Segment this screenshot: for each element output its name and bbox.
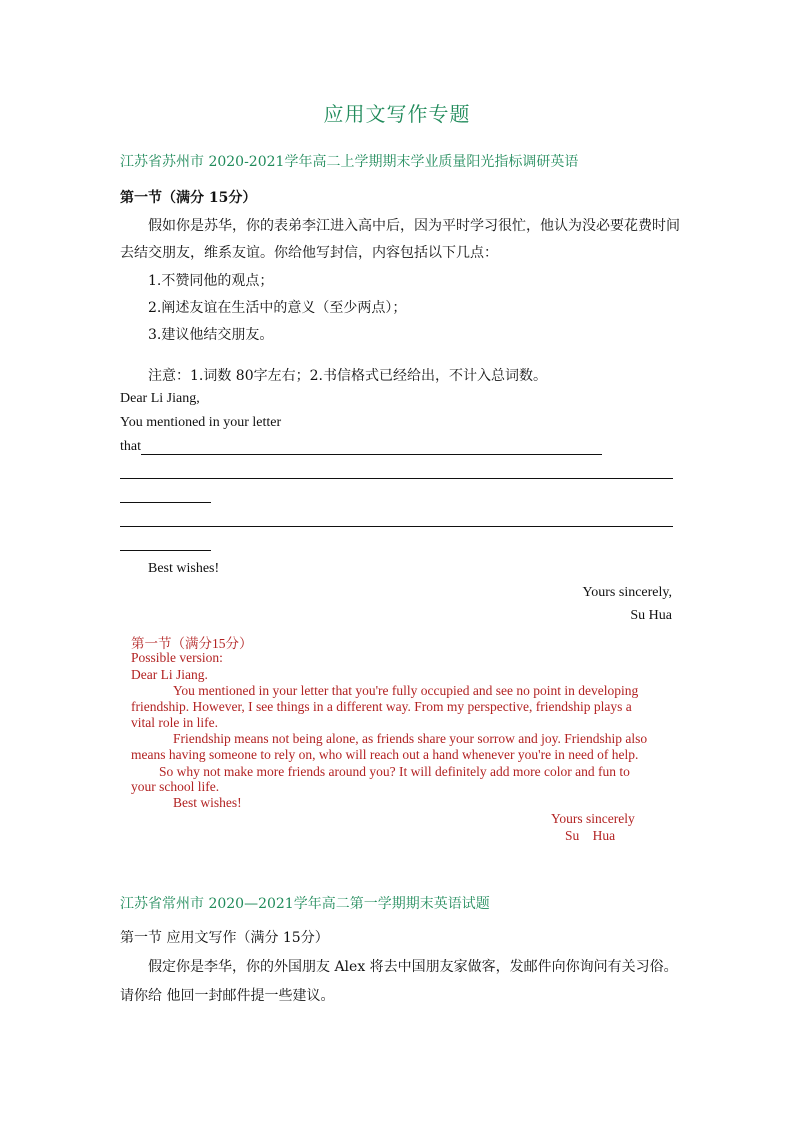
- letter-signoff: Yours sincerely,: [582, 585, 672, 600]
- task1-source: 江苏省苏州市 2020-2021学年高二上学期期末学业质量阳光指标调研英语: [120, 154, 579, 170]
- writing-line: [120, 526, 673, 527]
- task1-note: 注意：1.词数 80字左右；2.书信格式已经给出，不计入总词数。: [148, 368, 547, 384]
- task1-point-1: 1.不赞同他的观点；: [148, 273, 274, 289]
- answer-line: vital role in life.: [131, 715, 218, 730]
- answer-section-heading: 第一节（满分15分）: [131, 636, 253, 651]
- task2-prompt-line2: 请你给 他回一封邮件提一些建议。: [120, 988, 335, 1004]
- answer-line: Friendship means not being alone, as friends share your sorrow and joy. Friendship also: [173, 731, 648, 746]
- writing-line: [141, 454, 602, 455]
- writing-line: [120, 550, 211, 551]
- answer-line: your school life.: [131, 779, 220, 794]
- task1-point-2: 2.阐述友谊在生活中的意义（至少两点）；: [148, 300, 407, 316]
- answer-line: You mentioned in your letter that you're fully occupied and see no point in developing: [173, 683, 639, 698]
- answer-line: means having someone to rely on, who will reach out a hand whenever you're in need of help.: [131, 747, 639, 762]
- page-title: 应用文写作专题: [323, 102, 471, 126]
- answer-line: So why not make more friends around you? It will definitely add more color and fun to: [159, 764, 630, 779]
- answer-line: friendship. However, I see things in a different way. From my perspective, friendship plays a: [131, 699, 632, 714]
- letter-that: that: [120, 439, 141, 454]
- answer-closing: Best wishes!: [173, 795, 242, 810]
- letter-opening: You mentioned in your letter: [120, 415, 282, 430]
- task1-prompt-line2: 去结交朋友，维系友谊。你给他写封信，内容包括以下几点：: [120, 245, 498, 261]
- task1-prompt-line1: 假如你是苏华，你的表弟李江进入高中后，因为平时学习很忙，他认为没必要花费时间: [148, 218, 680, 234]
- writing-line: [120, 478, 673, 479]
- task1-point-3: 3.建议他结交朋友。: [148, 327, 274, 343]
- answer-signature: Su Hua: [565, 828, 616, 843]
- answer-signoff: Yours sincerely: [551, 811, 635, 826]
- writing-line: [120, 502, 211, 503]
- task2-source: 江苏省常州市 2020—2021学年高二第一学期期末英语试题: [120, 896, 490, 912]
- answer-label: Possible version:: [131, 650, 223, 665]
- task1-section-heading: 第一节（满分 15分）: [120, 190, 257, 206]
- task2-prompt-line1: 假定你是李华，你的外国朋友 Alex 将去中国朋友家做客，发邮件向你询问有关习俗。: [148, 959, 678, 975]
- letter-signature: Su Hua: [630, 608, 672, 623]
- letter-greeting: Dear Li Jiang,: [120, 391, 200, 406]
- letter-closing: Best wishes!: [148, 561, 220, 576]
- task2-section-heading: 第一节 应用文写作（满分 15分）: [120, 930, 329, 946]
- answer-greeting: Dear Li Jiang.: [131, 667, 208, 682]
